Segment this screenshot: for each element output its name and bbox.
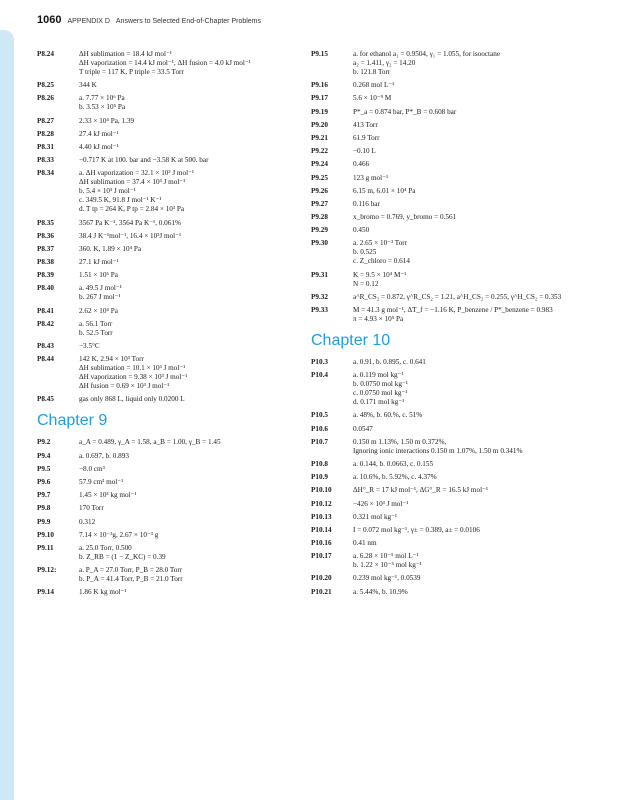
answer-line: a^R_CS₂ = 0.872, γ^R_CS₂ = 1.21, a^H_CS₂ = 0.255, γ^H_CS₂ = 0.353 — [353, 292, 562, 301]
answer-body — [353, 588, 571, 597]
answer-entry — [37, 81, 297, 90]
answer-line: b. 5.4 × 10³ J mol⁻¹ — [79, 187, 136, 196]
answer-body — [353, 226, 571, 235]
answer-body — [79, 50, 297, 77]
answer-entry — [37, 284, 297, 302]
answer-line: b. 0.0750 mol kg⁻¹ — [353, 380, 408, 389]
answer-line: d. T tp = 264 K, P tp = 2.84 × 10³ Pa — [79, 205, 185, 214]
answer-entry — [37, 531, 297, 540]
answer-entry — [311, 187, 571, 196]
answer-line: 27.4 kJ mol⁻¹ — [79, 129, 119, 138]
appendix-label: APPENDIX D — [67, 18, 110, 25]
answer-body — [79, 518, 297, 527]
answer-line: 0.450 — [353, 226, 370, 235]
answer-body — [353, 371, 571, 407]
answer-line: ΔH°_R = 17 kJ mol⁻¹, ΔG°_R = 16.5 kJ mol⁻¹ — [353, 486, 489, 495]
answer-line: c. 0.0750 mol kg⁻¹ — [353, 389, 408, 398]
answer-line: N = 0.12 — [353, 279, 379, 288]
problem-number: P8.38 — [37, 258, 54, 267]
answer-line: 7.14 × 10⁻³g, 2.67 × 10⁻³ g — [79, 530, 159, 539]
answer-line: 27.1 kJ mol⁻¹ — [79, 258, 119, 267]
problem-number: P9.31 — [311, 270, 328, 279]
answer-entry — [311, 50, 571, 77]
answer-body — [79, 531, 297, 540]
answer-entry — [37, 566, 297, 584]
answer-line: 0.466 — [353, 160, 370, 169]
problem-number: P9.5 — [37, 464, 51, 473]
answer-body — [79, 504, 297, 513]
answer-line: b. 3.53 × 10⁵ Pa — [79, 103, 126, 112]
answer-line: a₂ = 1.411, γ₂ = 14.20 — [353, 59, 416, 67]
answer-line: a. 6.28 × 10⁻⁵ mol L⁻¹ — [353, 552, 419, 561]
problem-number: P9.24 — [311, 160, 328, 169]
answer-entry — [311, 81, 571, 90]
problem-number: P9.9 — [37, 517, 51, 526]
problem-number: P9.30 — [311, 239, 328, 248]
answer-line: 5.6 × 10⁻⁹ M — [353, 94, 392, 103]
answer-body — [353, 460, 571, 469]
problem-number: P9.33 — [311, 306, 328, 314]
answer-line: 142 K, 2.94 × 10³ Torr — [79, 355, 144, 364]
problem-number: P9.14 — [37, 588, 54, 597]
answer-body — [79, 566, 297, 584]
problem-number: P10.9 — [311, 473, 328, 482]
answer-line: a. 7.77 × 10⁶ Pa — [79, 94, 125, 103]
answer-entry — [37, 307, 297, 316]
answer-line: −0.717 K at 100. bar and −3.58 K at 500. bar — [79, 156, 209, 165]
answer-entry — [37, 94, 297, 112]
problem-number: P9.11 — [37, 543, 54, 552]
problem-number: P8.41 — [37, 306, 54, 315]
answer-line: 170 Torr — [79, 504, 104, 513]
problem-number: P9.8 — [37, 504, 51, 513]
problem-number: P10.4 — [311, 371, 328, 380]
answer-line: T triple = 117 K, P triple = 33.5 Torr — [79, 68, 184, 76]
answer-entry — [311, 108, 571, 117]
answer-entry — [311, 226, 571, 235]
answer-line: 1.51 × 10⁵ Pa — [79, 271, 118, 280]
answer-entry — [311, 574, 571, 583]
answer-entry — [311, 552, 571, 570]
answer-line: 123 g mol⁻¹ — [353, 173, 389, 182]
problem-number: P10.14 — [311, 525, 332, 534]
problem-number: P8.28 — [37, 129, 54, 138]
answer-entry — [37, 342, 297, 351]
answer-entry — [311, 160, 571, 169]
answer-body — [353, 271, 571, 289]
answer-body — [79, 588, 297, 597]
answer-line: 1.45 × 10³ kg mol⁻¹ — [79, 491, 137, 500]
answer-line: −3.5°C — [79, 342, 100, 350]
problem-number: P9.25 — [311, 173, 328, 182]
answer-line: 6.15 m, 6.01 × 10⁴ Pa — [353, 186, 416, 195]
answer-body — [79, 219, 297, 228]
answer-body — [79, 284, 297, 302]
answer-body — [79, 342, 297, 351]
answer-body — [79, 355, 297, 391]
answer-body — [353, 200, 571, 209]
answer-body — [353, 306, 571, 324]
answer-body — [79, 169, 297, 214]
problem-number: P10.21 — [311, 587, 332, 596]
problem-number: P8.25 — [37, 81, 54, 90]
answer-entry — [37, 438, 297, 447]
answer-entry — [311, 271, 571, 289]
answer-line: ΔH vaporization = 9.38 × 10³ J mol⁻¹ — [79, 373, 188, 382]
page-header — [37, 14, 261, 28]
problem-number: P9.26 — [311, 186, 328, 195]
answer-body — [353, 526, 571, 535]
answer-line: 1.86 K kg mol⁻¹ — [79, 588, 127, 597]
answer-line: −0.10 L — [353, 147, 376, 156]
problem-number: P10.20 — [311, 574, 332, 583]
answer-body — [353, 108, 571, 117]
side-accent-bar — [0, 30, 14, 800]
answer-entry — [37, 219, 297, 228]
answer-entry — [37, 452, 297, 461]
answer-entry — [311, 371, 571, 407]
answer-line: a. ΔH vaporization = 32.1 × 10³ J mol⁻¹ — [79, 169, 195, 178]
answer-line: 0.0547 — [353, 424, 373, 433]
answer-entry — [311, 500, 571, 509]
answer-line: b. 52.5 Torr — [79, 328, 113, 337]
answer-entry — [311, 539, 571, 548]
problem-number: P9.6 — [37, 477, 51, 486]
problem-number: P8.44 — [37, 355, 54, 364]
answer-line: b. 0.525 — [353, 248, 377, 257]
problem-number: P10.5 — [311, 411, 328, 420]
answer-line: P*_a = 0.874 bar, P*_B = 0.608 bar — [353, 107, 457, 116]
answer-entry — [311, 513, 571, 522]
answer-line: 0.312 — [79, 517, 96, 526]
answer-entry — [311, 293, 571, 302]
problem-number: P8.35 — [37, 218, 54, 227]
answer-line: 0.239 mol kg⁻¹, 0.0539 — [353, 574, 421, 583]
answer-line: 0.150 m 1.13%, 1.50 m 0.372%, — [353, 437, 447, 446]
problem-number: P9.21 — [311, 133, 328, 142]
answer-line: 38.4 J K⁻¹mol⁻¹, 16.4 × 10³J mol⁻¹ — [79, 231, 182, 240]
answer-line: ΔH fusion = 0.69 × 10³ J mol⁻¹ — [79, 382, 170, 391]
answer-body — [353, 147, 571, 156]
answer-body — [353, 411, 571, 420]
answer-line: a. 0.91, b. 0.895, c. 0.641 — [353, 358, 426, 366]
problem-number: P8.40 — [37, 284, 54, 293]
answer-line: 61.9 Torr — [353, 133, 380, 142]
problem-number: P9.17 — [311, 94, 328, 103]
answer-line: b. P_A = 41.4 Torr, P_B = 21.0 Torr — [79, 575, 183, 584]
answer-line: b. 1.22 × 10⁻⁵ mol kg⁻¹ — [353, 561, 422, 570]
answer-entry — [37, 271, 297, 280]
answer-body — [353, 121, 571, 130]
answer-entry — [311, 460, 571, 469]
problem-number: P9.4 — [37, 451, 51, 460]
problem-number: P8.36 — [37, 231, 54, 240]
answer-line: a. for ethanol a₁ = 0.9504, γ₁ = 1.055, for isooctane — [353, 50, 501, 58]
answer-body — [353, 513, 571, 522]
answer-body — [79, 117, 297, 126]
answer-entry — [37, 465, 297, 474]
answer-body — [353, 160, 571, 169]
answer-line: c. 349.5 K, 91.8 J mol⁻¹ K⁻¹ — [79, 196, 162, 205]
answer-entry — [37, 156, 297, 165]
answer-entry — [311, 94, 571, 103]
problem-number: P9.15 — [311, 50, 328, 58]
answer-entry — [37, 395, 297, 404]
problem-number: P8.31 — [37, 142, 54, 151]
answer-body — [353, 134, 571, 143]
answer-line: 0.321 mol kg⁻¹ — [353, 512, 398, 521]
answer-line: b. 267 J mol⁻¹ — [79, 293, 121, 302]
problem-number: P9.19 — [311, 107, 328, 116]
answer-line: a. 10.6%, b. 5.92%, c. 4.37% — [353, 473, 437, 482]
answer-line: a. 48%, b. 60.%, c. 51% — [353, 411, 423, 420]
answer-line: d. 0.171 mol kg⁻¹ — [353, 398, 405, 407]
problem-number: P10.8 — [311, 459, 328, 468]
answer-entry — [311, 425, 571, 434]
answer-line: 3567 Pa K⁻¹, 3564 Pa K⁻¹, 0.061% — [79, 218, 181, 227]
answer-entry — [37, 544, 297, 562]
answer-body — [79, 258, 297, 267]
answer-entry — [37, 355, 297, 391]
problem-number: P9.12: — [37, 566, 57, 575]
answer-entry — [37, 518, 297, 527]
answer-line: ΔH vaporization = 14.4 kJ mol⁻¹, ΔH fusion = 4.0 kJ mol⁻¹ — [79, 59, 251, 67]
answer-body — [353, 174, 571, 183]
answer-line: K = 9.5 × 10⁴ M⁻¹ — [353, 270, 407, 279]
answer-line: 2.33 × 10⁴ Pa, 1.39 — [79, 116, 135, 125]
answer-body — [353, 539, 571, 548]
chapter-heading: Chapter 10 — [311, 332, 391, 349]
running-title: Answers to Selected End-of-Chapter Problems — [115, 18, 262, 25]
answer-body — [79, 478, 297, 487]
answer-line: Ignoring ionic interactions 0.150 m 1.07%, 1.50 m 0.341% — [353, 446, 523, 455]
problem-number: P8.39 — [37, 271, 54, 280]
problem-number: P8.37 — [37, 244, 54, 253]
answer-line: a. P_A = 27.0 Torr, P_B = 28.0 Torr — [79, 566, 183, 575]
answer-entry — [311, 306, 571, 324]
answer-entry — [37, 232, 297, 241]
page-number: 1060 — [37, 14, 62, 26]
answer-body — [79, 438, 297, 447]
answer-body — [79, 320, 297, 338]
answer-entry — [311, 358, 571, 367]
answer-line: a. 49.5 J mol⁻¹ — [79, 284, 122, 293]
answer-entry — [311, 411, 571, 420]
answer-body — [353, 187, 571, 196]
problem-number: P9.10 — [37, 530, 54, 539]
problem-number: P8.27 — [37, 116, 54, 125]
answer-line: a. 56.1 Torr — [79, 319, 113, 328]
problem-number: P10.6 — [311, 424, 328, 433]
problem-number: P9.16 — [311, 81, 328, 90]
answer-entry — [37, 588, 297, 597]
answer-line: 2.62 × 10⁴ Pa — [79, 306, 118, 315]
answer-entry — [37, 130, 297, 139]
problem-number: P8.43 — [37, 342, 54, 350]
answer-line: 413 Torr — [353, 120, 378, 129]
answer-line: a. 0.144, b. 0.0663, c. 0.155 — [353, 459, 434, 468]
answer-entry — [37, 117, 297, 126]
answer-body — [353, 358, 571, 367]
left-column — [37, 50, 297, 601]
answer-line: gas only 868 L, liquid only 0.0200 L — [79, 395, 185, 404]
answer-body — [353, 425, 571, 434]
answer-body — [353, 438, 571, 456]
answer-body — [353, 213, 571, 222]
answer-entry — [37, 504, 297, 513]
answer-line: 0.41 nm — [353, 539, 377, 548]
answer-body — [353, 50, 571, 77]
answer-entry — [37, 50, 297, 77]
answer-body — [79, 130, 297, 139]
problem-number: P9.29 — [311, 226, 328, 235]
answer-line: c. Z_chloro = 0.614 — [353, 257, 410, 266]
answer-line: 344 K — [79, 81, 97, 90]
answer-entry — [311, 588, 571, 597]
answer-line: a. 5.44%, b. 10.9% — [353, 587, 408, 596]
answer-body — [79, 143, 297, 152]
answer-body — [79, 94, 297, 112]
answer-entry — [311, 526, 571, 535]
answer-body — [353, 500, 571, 509]
answer-body — [79, 156, 297, 165]
answer-body — [79, 452, 297, 461]
answer-line: 4.40 kJ mol⁻¹ — [79, 142, 119, 151]
problem-number: P8.33 — [37, 156, 54, 165]
answer-line: b. Z_RB = (1 − Z_KC) = 0.39 — [79, 552, 166, 561]
answer-body — [353, 81, 571, 90]
problem-number: P9.28 — [311, 213, 328, 222]
answer-body — [79, 307, 297, 316]
answer-line: π = 4.93 × 10⁵ Pa — [353, 315, 404, 323]
answer-entry — [311, 239, 571, 266]
answer-line: b. 121.8 Torr — [353, 68, 391, 76]
answer-entry — [311, 200, 571, 209]
answer-line: 57.9 cm³ mol⁻¹ — [79, 477, 124, 486]
answer-body — [79, 395, 297, 404]
problem-number: P8.24 — [37, 50, 54, 58]
problem-number: P8.45 — [37, 395, 54, 404]
answer-line: a. 25.0 Torr, 0.500 — [79, 543, 132, 552]
answer-entry — [37, 245, 297, 254]
answer-body — [353, 473, 571, 482]
problem-number: P10.16 — [311, 539, 332, 548]
answer-line: −426 × 10³ J mol⁻¹ — [353, 499, 409, 508]
answer-entry — [311, 473, 571, 482]
problem-number: P10.3 — [311, 358, 328, 366]
answer-body — [79, 245, 297, 254]
answer-line: x_bromo = 0.769, y_bromo = 0.561 — [353, 213, 457, 222]
answer-line: ΔH sublimation = 37.4 × 10³ J mol⁻¹ — [79, 178, 186, 187]
problem-number: P9.22 — [311, 147, 328, 156]
answer-entry — [311, 147, 571, 156]
answer-line: 0.268 mol L⁻¹ — [353, 81, 395, 90]
answer-body — [79, 271, 297, 280]
problem-number: P10.7 — [311, 437, 328, 446]
problem-number: P8.26 — [37, 94, 54, 103]
answer-entry — [37, 169, 297, 214]
problem-number: P10.10 — [311, 486, 332, 495]
answer-entry — [311, 486, 571, 495]
answer-line: a_A = 0.489, γ_A = 1.58, a_B = 1.00, γ_B = 1.45 — [79, 438, 221, 447]
answer-line: I = 0.072 mol kg⁻¹, γ± = 0.389, a± = 0.0106 — [353, 525, 480, 534]
answer-line: ΔH sublimation = 18.4 kJ mol⁻¹ — [79, 50, 172, 58]
problem-number: P10.17 — [311, 552, 332, 561]
answer-body — [79, 465, 297, 474]
answer-body — [79, 81, 297, 90]
answer-line: 360. K, 1.89 × 10⁴ Pa — [79, 244, 142, 253]
answer-entry — [311, 121, 571, 130]
answer-body — [79, 544, 297, 562]
problem-number: P9.32 — [311, 292, 328, 301]
answer-line: −8.0 cm³ — [79, 464, 105, 473]
right-column — [311, 50, 571, 601]
problem-number: P9.7 — [37, 491, 51, 500]
answer-body — [353, 239, 571, 266]
problem-number: P10.13 — [311, 512, 332, 521]
answer-line: ΔH sublimation = 10.1 × 10³ J mol⁻¹ — [79, 364, 186, 373]
answer-line: M = 41.3 g mol⁻¹, ΔT_f = −1.16 K, P_benzene / P*_benzene = 0.983 — [353, 306, 553, 314]
answer-body — [79, 232, 297, 241]
answer-body — [353, 94, 571, 103]
chapter-heading: Chapter 9 — [37, 412, 108, 430]
answer-line: a. 0.697, b. 0.893 — [79, 451, 129, 460]
problem-number: P9.20 — [311, 120, 328, 129]
answer-entry — [311, 174, 571, 183]
problem-number: P9.27 — [311, 199, 328, 208]
answer-entry — [37, 143, 297, 152]
answer-entry — [37, 258, 297, 267]
answer-entry — [311, 438, 571, 456]
answer-entry — [311, 134, 571, 143]
answer-body — [353, 552, 571, 570]
answer-entry — [37, 491, 297, 500]
problem-number: P9.2 — [37, 438, 51, 447]
answer-line: a. 0.119 mol kg⁻¹ — [353, 371, 404, 380]
answer-body — [353, 293, 571, 302]
problem-number: P8.34 — [37, 169, 54, 178]
answer-entry — [37, 478, 297, 487]
problem-number: P8.42 — [37, 319, 54, 328]
answer-body — [353, 486, 571, 495]
answer-line: 0.116 bar — [353, 199, 380, 208]
problem-number: P10.12 — [311, 499, 332, 508]
answer-entry — [311, 213, 571, 222]
answer-body — [353, 574, 571, 583]
answer-body — [79, 491, 297, 500]
answer-line: a. 2.65 × 10⁻³ Torr — [353, 239, 408, 248]
answer-entry — [37, 320, 297, 338]
